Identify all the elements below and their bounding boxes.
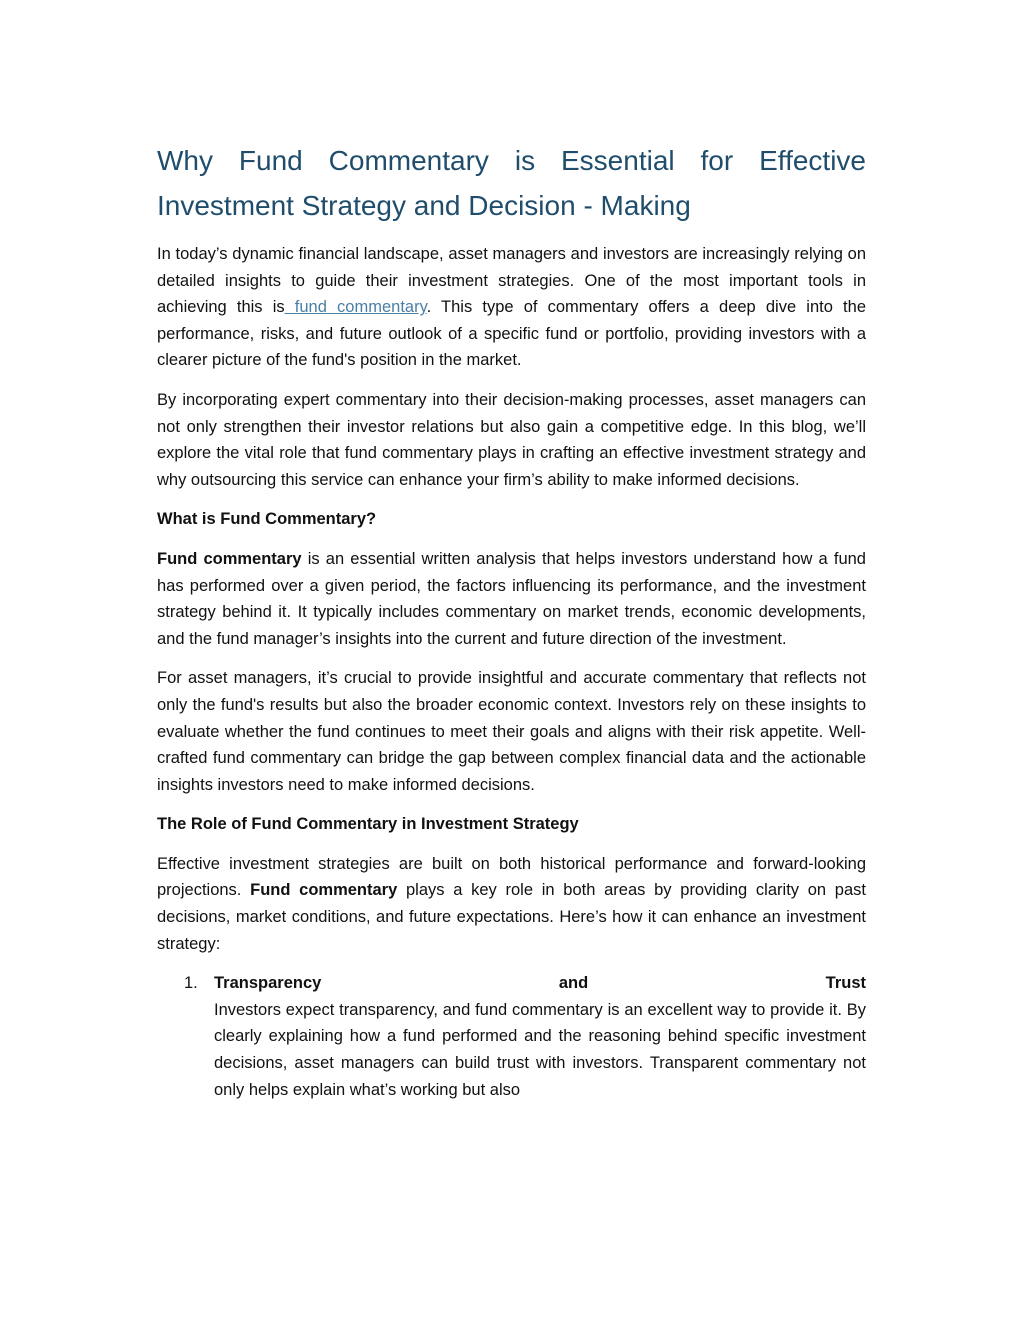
list-item-heading — [214, 970, 866, 997]
list-item — [157, 970, 866, 1103]
strategies-text-after: plays a key role in both areas by providing clarity on past decisions, market conditions, and future expectations. Here’s how it can enhance an investment strategy: — [157, 881, 866, 953]
section-heading-role: The Role of Fund Commentary in Investment Strategy — [157, 815, 579, 834]
heading-word: Trust — [825, 974, 866, 993]
strategies-text-before: Effective investment strategies are built on both historical performance and forward-looking projections. — [157, 854, 866, 900]
fund-commentary-link[interactable]: fund commentary — [284, 298, 427, 317]
intro-text-before-link: In today’s dynamic financial landscape, asset managers and investors are increasingly relying on detailed insights to guide their investment strategies. One of the most important tools in achieving this is — [157, 245, 866, 317]
list-number: 1. — [184, 974, 198, 993]
definition-text: is an essential written analysis that helps investors understand how a fund has performed over a given period, the factors influencing its performance, and the investment strategy behind it. It typically includes commentary on market trends, economic developments, and the fund manager’s insights into the current and future direction of the investment. — [157, 549, 866, 648]
heading-word: Transparency — [214, 974, 322, 993]
paragraph-definition — [157, 546, 866, 652]
bold-term: Fund commentary — [157, 549, 302, 568]
section-heading-what-is: What is Fund Commentary? — [157, 510, 377, 529]
article-title: Why Fund Commentary is Essential for Effective Investment Strategy and Decision - Making — [157, 145, 866, 221]
list-item-body: Investors expect transparency, and fund commentary is an excellent way to provide it. By clearly explaining how a fund performed and the reasoning behind specific investment decisions, asset managers can build trust with investors. Transparent commentary not only helps explain what’s working but also — [214, 1000, 866, 1099]
article-body — [157, 138, 866, 1103]
numbered-list — [157, 970, 866, 1103]
intro-text-after-link: . This type of commentary offers a deep dive into the performance, risks, and future outlook of a specific fund or portfolio, providing investors with a clearer picture of the fund's position in the market. — [157, 298, 866, 370]
paragraph-strategies — [157, 851, 866, 957]
intro-paragraph — [157, 241, 866, 374]
heading-word: and — [558, 974, 589, 993]
paragraph-expert-commentary: By incorporating expert commentary into their decision-making processes, asset managers can not only strengthen their investor relations but also gain a competitive edge. In this blog, we’ll explore the vital role that fund commentary plays in crafting an effective investment strategy and why outsourcing this service can enhance your firm’s ability to make informed decisions. — [157, 390, 866, 489]
paragraph-asset-managers: For asset managers, it’s crucial to provide insightful and accurate commentary that reflects not only the fund's results but also the broader economic context. Investors rely on these insights to evaluate whether the fund continues to meet their goals and aligns with their risk appetite. Well-crafted fund commentary can bridge the gap between complex financial data and the actionable insights investors need to make informed decisions. — [157, 669, 866, 794]
bold-term: Fund commentary — [250, 881, 398, 900]
